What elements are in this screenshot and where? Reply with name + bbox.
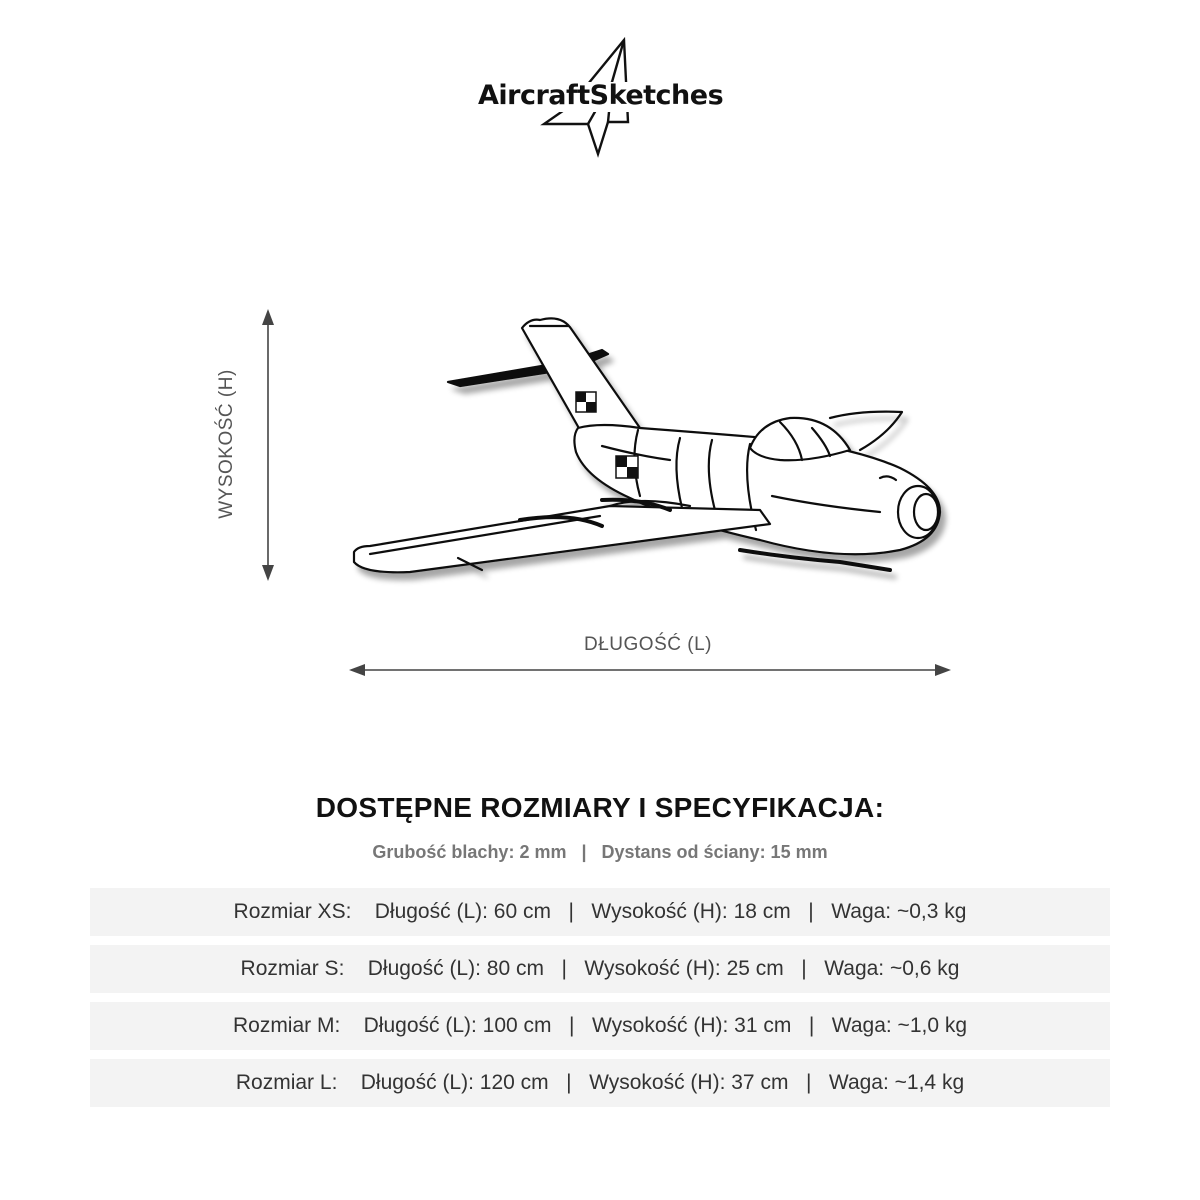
specs-subtitle: Grubość blachy: 2 mm | Dystans od ściany: 15 mm (372, 842, 828, 862)
specs-title: DOSTĘPNE ROZMIARY I SPECYFIKACJA: (315, 792, 885, 823)
height-dimension-arrow (250, 305, 286, 585)
size-row-xs: Rozmiar XS: Długość (L): 60 cm | Wysokość (H): 18 cm | Waga: ~0,3 kg (90, 888, 1110, 936)
aircraft-sketch-image (340, 300, 960, 600)
length-dimension-arrow (345, 655, 955, 685)
size-table (90, 888, 1110, 1116)
size-row-m: Rozmiar M: Długość (L): 100 cm | Wysokość (H): 31 cm | Waga: ~1,0 kg (90, 1002, 1110, 1050)
size-row-s: Rozmiar S: Długość (L): 80 cm | Wysokość (H): 25 cm | Waga: ~0,6 kg (90, 945, 1110, 993)
height-label: WYSOKOŚĆ (H) (216, 369, 237, 519)
brand-logo (470, 36, 730, 160)
size-row-l: Rozmiar L: Długość (L): 120 cm | Wysokość (H): 37 cm | Waga: ~1,4 kg (90, 1059, 1110, 1107)
brand-name: AircraftSketches (478, 80, 724, 111)
length-label: DŁUGOŚĆ (L) (584, 634, 712, 655)
